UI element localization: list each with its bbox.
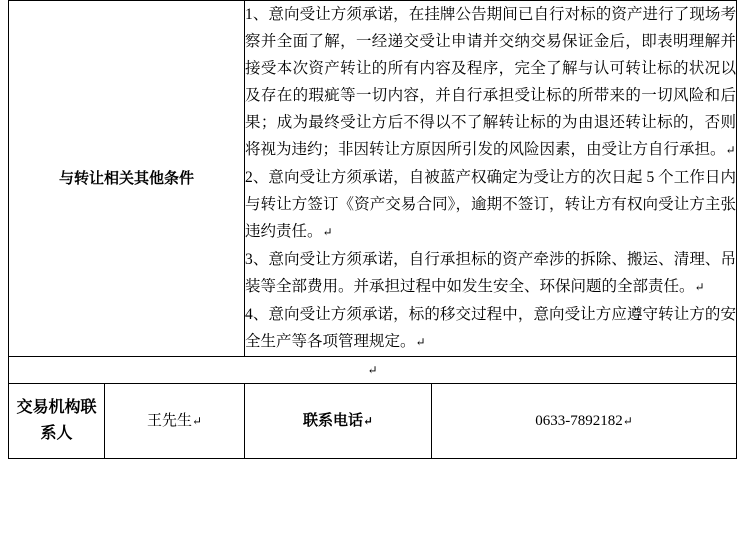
contact-name: 王先生 (146, 413, 192, 429)
contact-label-cell (9, 384, 105, 459)
condition-paragraph-1 (245, 1, 736, 164)
spacer-cell (9, 357, 737, 384)
paragraph-mark-icon: ↵ (191, 414, 203, 428)
phone-value-cell (432, 384, 736, 458)
phone-value: 0633-7892182 (535, 413, 623, 429)
paragraph-mark-icon: ↵ (415, 335, 426, 349)
condition-paragraph-4 (245, 301, 736, 356)
paragraph-mark-icon: ↵ (367, 363, 378, 377)
paragraph-mark-icon: ↵ (725, 143, 736, 157)
table-row-spacer (9, 357, 737, 384)
condition-paragraph-3 (245, 246, 736, 301)
paragraph-mark-icon: ↵ (622, 414, 633, 428)
condition-text-4: 4、意向受让方须承诺，标的移交过程中，意向受让方应遵守转让方的安全生产等各项管理规定。 (245, 306, 737, 350)
other-conditions-label-cell (9, 1, 245, 357)
phone-label: 联系电话 (303, 413, 364, 429)
condition-text-2: 2、意向受让方须承诺，自被蓝产权确定为受让方的次日起 5 个工作日内与转让方签订《资产交易合同》，逾期不签订，转让方有权向受让方主张违约责任。 (245, 169, 737, 240)
contact-phone-cell (245, 384, 737, 459)
other-conditions-label: 与转让相关其他条件 (59, 170, 195, 187)
other-conditions-body-cell (245, 1, 737, 357)
condition-text-1: 1、意向受让方须承诺，在挂牌公告期间已自行对标的资产进行了现场考察并全面了解，一经递交受让申请并交纳交易保证金后，即表明理解并接受本次资产转让的所有内容及程序，完全了解与认可转让标的状况以及存在的瑕疵等一切内容，并自行承担受让标的所带来的一切风险和后果；成为最终受让方后不得以不了解转让标的为由退还转让标的，否则将视为违约；非因转让方原因所引发的风险因素，由受让方自行承担。 (245, 6, 737, 158)
table-row-contact (9, 384, 737, 459)
paragraph-mark-icon: ↵ (363, 414, 374, 428)
table-row-other-conditions (9, 1, 737, 357)
phone-label-cell (245, 384, 432, 458)
condition-text-3: 3、意向受让方须承诺，自行承担标的资产牵涉的拆除、搬运、清理、吊装等全部费用。并承担过程中如发生安全、环保问题的全部责任。 (245, 251, 737, 295)
paragraph-mark-icon: ↵ (322, 225, 333, 239)
contact-label: 交易机构联系人 (16, 399, 97, 442)
condition-paragraph-2 (245, 164, 736, 246)
paragraph-mark-icon: ↵ (694, 280, 705, 294)
contact-name-cell (105, 384, 245, 459)
transfer-conditions-table (8, 0, 737, 459)
